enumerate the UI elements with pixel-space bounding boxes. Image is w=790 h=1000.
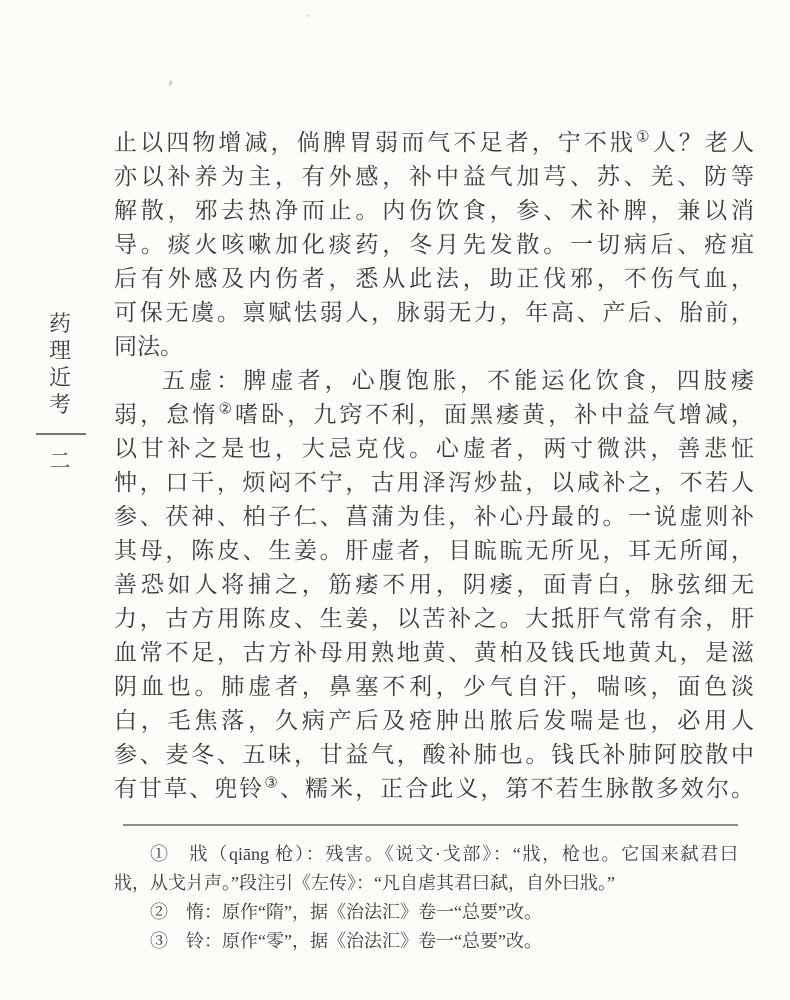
text-line: 同法。 [114,334,183,359]
text-line: 阴血也。肺虚者，鼻塞不利，少气自汗，喘咳，面色淡 [114,674,754,699]
book-title-char: 考 [48,392,71,417]
text-line: 弱，怠惰②嗜卧，九窍不利，面黑痿黄，补中益气增减， [114,401,754,427]
book-title-char: 近 [48,365,71,390]
text-line: 白，毛焦落，久病产后及疮肿出脓后发喘是也，必用人 [114,708,754,733]
book-title-vertical [34,310,86,418]
text-line: 其母，陈皮、生姜。肝虚者，目䀮䀮无所见，耳无所闻， [114,538,754,563]
footnote-separator [123,824,738,826]
book-title-char: 药 [48,311,71,336]
footnote-ref: ③ [264,775,280,792]
book-title-char: 理 [48,338,71,363]
scan-speck [168,80,173,87]
text-line: 力，古方用陈皮、生姜，以苦补之。大抵肝气常有余，肝 [114,606,754,631]
scan-speck [307,14,310,17]
text-line: 止以四物增减，倘脾胃弱而气不足者，宁不戕①人？老人 [114,129,754,155]
main-text [114,126,754,806]
text-line: 参、麦冬、五味，甘益气，酸补肺也。钱氏补肺阿胶散中 [114,742,754,767]
text-line: 导。痰火咳嗽加化痰药，冬月先发散。一切病后、疮疽 [114,232,754,257]
text-line: ② 惰：原作“隋”，据《治法汇》卷一“总要”改。 [150,902,542,922]
text-line: ① 戕（qiāng 枪）：残害。《说文·戈部》：“戕，枪也。它国来弑君曰 [150,844,738,864]
text-line: 参、茯神、柏子仁、菖蒲为佳，补心丹最的。一说虚则补 [114,504,754,529]
sidebar-divider [36,433,86,435]
text-line: ③ 铃：原作“零”，据《治法汇》卷一“总要”改。 [150,931,542,951]
footnote-ref: ② [218,401,235,418]
text-line: 善恐如人将捕之，筋痿不用，阴痿，面青白，脉弦细无 [114,572,754,597]
text-line: 忡，口干，烦闷不宁，古用泽泻炒盐，以咸补之，不若人 [114,470,754,495]
text-line: 亦以补养为主，有外感，补中益气加芎、苏、羌、防等 [114,164,754,189]
footnotes [114,840,738,956]
text-line: 五虚：脾虚者，心腹饱胀，不能运化饮食，四肢痿 [162,368,754,393]
text-line: 后有外感及内伤者，悉从此法，助正伐邪，不伤气血， [114,266,754,291]
text-line: 可保无虞。禀赋怯弱人，脉弱无力，年高、产后、胎前， [114,300,754,325]
footnote-ref: ① [636,129,653,146]
text-line: 戕，从戈爿声。”段注引《左传》：“凡自虐其君曰弑，自外曰戕。” [114,873,615,893]
text-line: 有甘草、兜铃③、糯米，正合此义，第不若生脉散多效尔。 [114,775,754,801]
text-line: 解散，邪去热净而止。内伤饮食，参、术补脾，兼以消 [114,198,754,223]
page-number: 二 [49,449,71,473]
text-line: 血常不足，古方补母用熟地黄、黄柏及钱氏地黄丸，是滋 [114,640,754,665]
text-line: 以甘补之是也，大忌克伐。心虚者，两寸微洪，善悲怔 [114,436,754,461]
